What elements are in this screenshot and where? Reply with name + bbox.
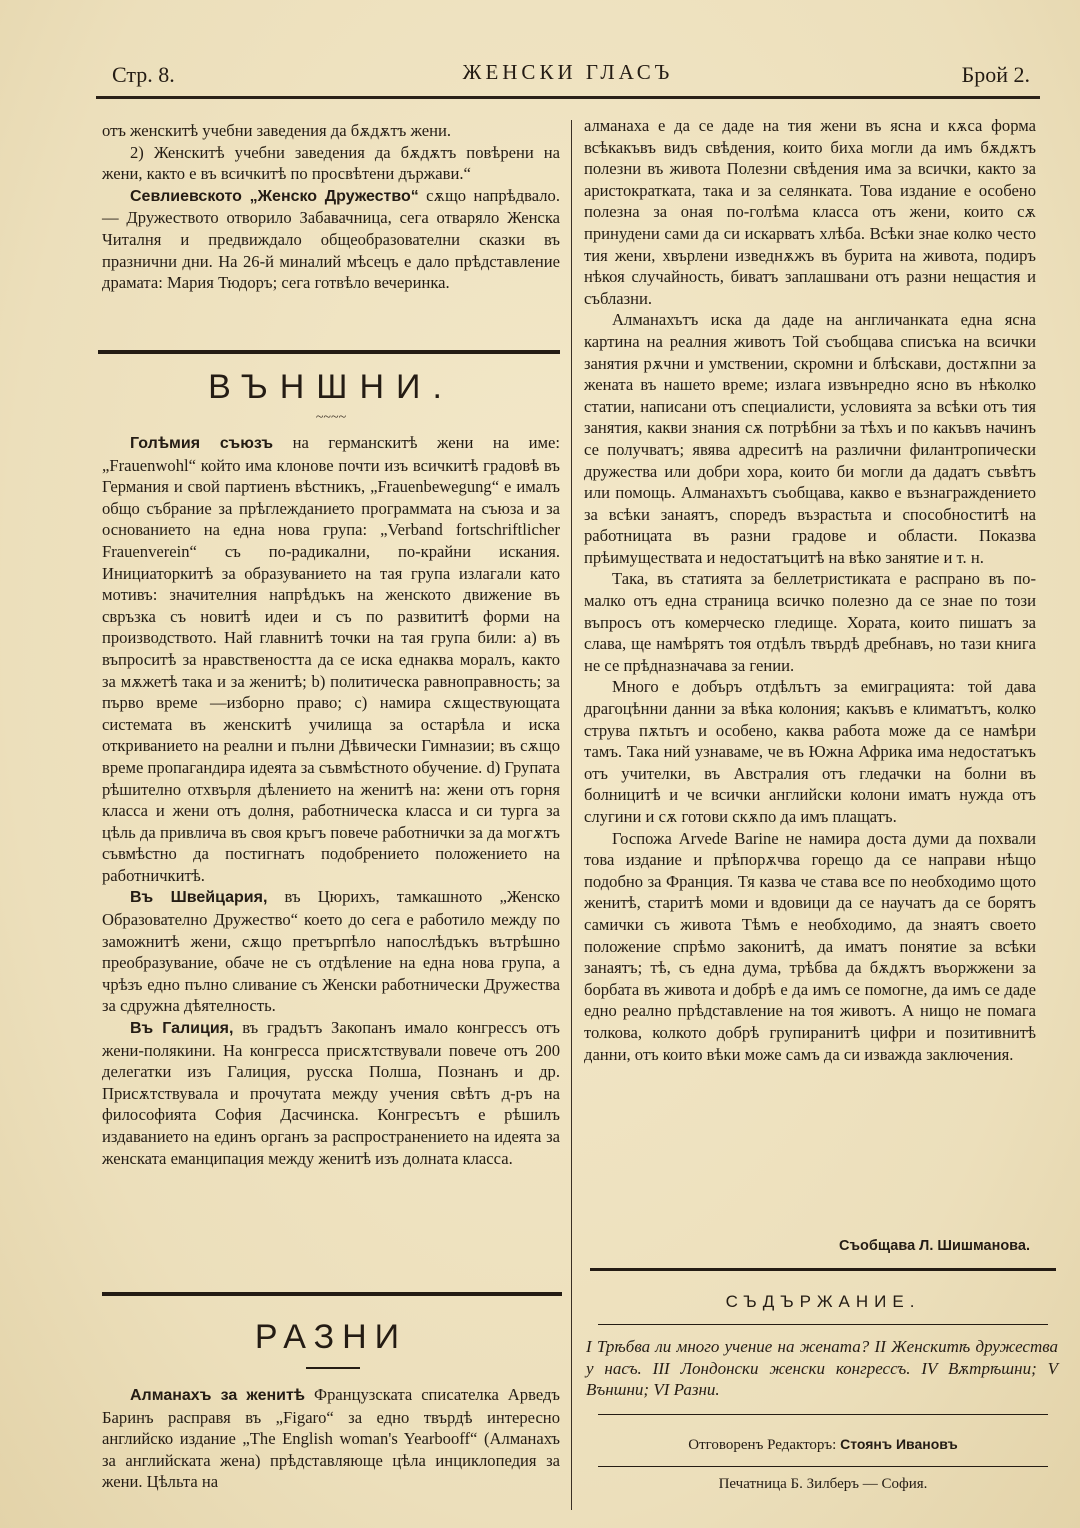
footer-rule — [598, 1466, 1048, 1467]
header-divider — [96, 96, 1040, 99]
ornament-squiggle: ~~~~ — [315, 410, 347, 425]
paragraph-text: въ градътъ Закопанъ имало конгрессъ отъ жени-полякини. На конгресса присѫтствували повече отъ 200 делегатки изъ Галиция, русска Полша, Познанъ и др. Присѫтствувала и прочутата между учения свѣтъ д-ръ на философията София Дасчинска. Конгресътъ е рѣшилъ издаванието на единъ органъ за распространението на идеята за женската еманципация между женитѣ изъ долната класса. — [102, 1018, 560, 1168]
newspaper-title: ЖЕНСКИ ГЛАСЪ — [462, 60, 674, 84]
section-divider — [98, 350, 560, 354]
title-underline — [306, 1367, 360, 1369]
contents-list: I Трѣбва ли много учение на жената? II Женскитѣ дружества у насъ. III Лондонски женски конгрессъ. IV Вѫтрѣшни; V Външни; VI Разни. — [586, 1337, 1058, 1400]
paragraph — [102, 886, 560, 1017]
editor-line — [590, 1436, 1056, 1454]
paragraph-text: на германскитѣ жени на име: „Frauenwohl“ който има клонове почти изъ всичкитѣ градовѣ въ Германия и свой партиенъ вѣстникъ, „Frauenbewegung“ е ималъ общо събрание за прѣглежданието программата на съюза и за основанието на една нова група: „Verband fortschriftlicher Frauenverein“ съ по-радикални, по-крайни искания. Инициаторкитѣ за образуванието на тая група излагали като мотивъ: значителния напрѣдъкъ на женското движение въ свръзка съ новитѣ идеи и съ по развититѣ форми на производството. Най главнитѣ точки на тая група били: a) въ въпроситѣ за нравствеността да се иска еднаква моралъ, както за мѫжетѣ така и за женитѣ; b) политическа равноправность; за първо време —изборно право; c) намира сѫществующата системата въ женскитѣ училища за остарѣла и иска откриванието на реални и пълни Дѣвически Гимназии; въ сѫщо време пропагандира идеята за съвмѣстното обучение. d) Групата рѣшително отхвърля дѣлението на женитѣ на: жени отъ горня класса и жени отъ долня, работническа класса и си турга за цѣль да привлича въ своя кръгъ повече работнички за да могѫтъ съвмѣстно да постигнатъ подобрението положението на работничкитѣ. — [102, 433, 560, 885]
paragraph — [102, 1017, 560, 1169]
contents-top-rule — [598, 1324, 1048, 1325]
paragraph: отъ женскитѣ учебни заведения да бѫдѫтъ жени. — [102, 121, 452, 140]
paragraph-text: сѫщо напрѣдвало.— Дружеството отворило Забавачница, сега отваряло Женска Читалня и предвиждало общеобразователни сказки въ празнични дни. На 26-й миналий мѣсецъ е дало прѣдставление драмата: Мария Тюдоръ; сега готвѣло вечеринка. — [102, 185, 560, 293]
paragraph-lead: Алманахъ за женитѣ — [130, 1387, 306, 1404]
page-header — [96, 58, 1040, 94]
paragraph: Така, въ статията за беллетристиката е распрано въ по-малко отъ една страница всичко полезно да се знае по този въпросъ отъ комерческо гледище. Хората, които пишатъ за слава, ще намѣрятъ тоя отдѣлъ твърдѣ дребнавъ, но тази книга не се прѣдназначава за гении. — [584, 569, 1036, 675]
paragraph: Алманахътъ иска да даде на англичанката една ясна картина на реалния животъ Той съобщава списъка на всички занятия рѫчни и умствении, скромни и блѣскави, достѫпни за жената въ нашето време; излага извънредно ясно въ нѣколко статии, написани отъ специалисти, условията за всѣки отъ тия занятия, какви знания сѫ потрѣбни за тѣхъ и по какъвъ начинъ се получватъ; явява адреситѣ на различни филантропически дружества или добри хора, които би могли да дадатъ съвѣтъ или помощь. Алманахътъ съобщава, какво е възнаграждението за всѣки занаятъ, споредъ възрастьта и способноститѣ на работницата въ разни градове и области. Показва прѣимуществата и недостатъцитѣ на вѣко занятие и т. н. — [584, 310, 1036, 567]
section-title-vanshni: ВЪНШНИ. — [208, 368, 454, 406]
article-signature: Съобщава Л. Шишманова. — [839, 1238, 1030, 1254]
paragraph: Много е добъръ отдѣлътъ за емиграцията: той дава драгоцѣнни данни за вѣка колония; какъвъ е климатътъ, колко струва пѫтьтъ и особено, каква работа може да се намѣри тамъ. Така ний узнаваме, че въ Южна Африка има недостатъкъ отъ учителки, въ Австралия отъ гледачки на болни въ болницитѣ и че всички английски колони иматъ нужда отъ слугини и сѫ готови скѫпо да имъ плащатъ. — [584, 677, 1036, 826]
editor-label: Отговоренъ Редакторъ: — [688, 1437, 837, 1453]
section-divider — [102, 1292, 562, 1296]
paragraph-lead: Голѣмия съюзъ — [130, 435, 274, 452]
paragraph-text: въ Цюрихъ, тамкашното „Женско Образователно Дружество“ което до сега е работило между по заможнитѣ жени, сѫщо претърпѣло напослѣдъкъ вътрѣшно преобразувание, обаче не съ отдѣление на една нова група, а чрѣзъ едно пълно сливание съ Женски работнически Дружества за сдружна дѣятелность. — [102, 887, 561, 1016]
page-number: Стр. 8. — [112, 62, 175, 87]
paragraph-lead: Въ Швейцария, — [130, 889, 268, 907]
left-column-top — [102, 120, 560, 294]
paragraph: алманаха е да се даде на тия жени въ ясна и кѫса форма всѣкакъвъ видъ свѣдения, които биха могли да имъ бѫдѫтъ полезни въ живота Полезни свѣдения има за всички, както за аристократката, така и за селянката. Това издание е особено полезна за оная по-голѣма класса отъ жени, които сѫ принудени сами да си искарватъ хлѣба. Всѣки знае колко често тия жени, хвърлени изведнѫжъ въ бурита на живота, подиръ нѣкоя случайность, биватъ заплашвани отъ разни нещастия и съблазни. — [584, 116, 1036, 308]
printer-line: Печатница Б. Зилберъ — София. — [718, 1476, 928, 1492]
contents-divider — [590, 1268, 1056, 1271]
contents-title: СЪДЪРЖАНИЕ. — [725, 1292, 921, 1311]
paragraph — [102, 1384, 560, 1493]
issue-number: Брой 2. — [961, 62, 1030, 87]
paragraph — [102, 185, 560, 294]
paragraph-lead: Въ Галиция, — [130, 1020, 234, 1038]
left-column-razni — [102, 1384, 560, 1493]
paragraph — [102, 432, 560, 886]
contents-bottom-rule — [598, 1414, 1048, 1415]
column-divider — [571, 120, 572, 1510]
paragraph-lead: Севлиевското „Женско Дружество“ — [130, 187, 419, 205]
paragraph: 2) Женскитѣ учебни заведения да бѫдѫтъ повѣрени на жени, както е въ всичкитѣ по просвѣтени държави.“ — [102, 142, 560, 184]
editor-name: Стоянъ Ивановъ — [840, 1436, 958, 1452]
right-column — [584, 115, 1036, 1065]
left-column-vanshni — [102, 432, 560, 1169]
paragraph-text: Французската списателка Арведъ Баринъ расправя въ „Figaro“ за едно твърдѣ интересно английско издание „The English woman's Yearbooff“ (Алманахъ за английската жена) прѣдставляюще цѣла инциклопедия за жени. Цѣльта на — [102, 1385, 560, 1492]
paragraph: Госпожа Arvede Barine не намира доста думи да похвали това издание и прѣпорѫчва горещо да се направи нѣщо подобно за Франция. Тя казва че става все по необходимо щото женитѣ, старитѣ моми и вдовици да се научатъ да се борятъ самички съ живота Тѣмъ е необходимо, да знаятъ своето положение спрѣмо законитѣ, да иматъ понятие за всѣки занаятъ; тѣ, съ една дума, трѣбва да бѫдѫтъ въоржжени за борбата въ живота и добрѣ е да имъ се помогне, да имъ се даде едно реално прѣдставление на тоя животъ. А нищо не помага толкова, колкото добрѣ групиранитѣ цифри и позитивнитѣ данни, отъ които вѣки може самъ да си изважда заключения. — [584, 828, 1036, 1064]
section-title-razni: РАЗНИ — [254, 1318, 408, 1356]
